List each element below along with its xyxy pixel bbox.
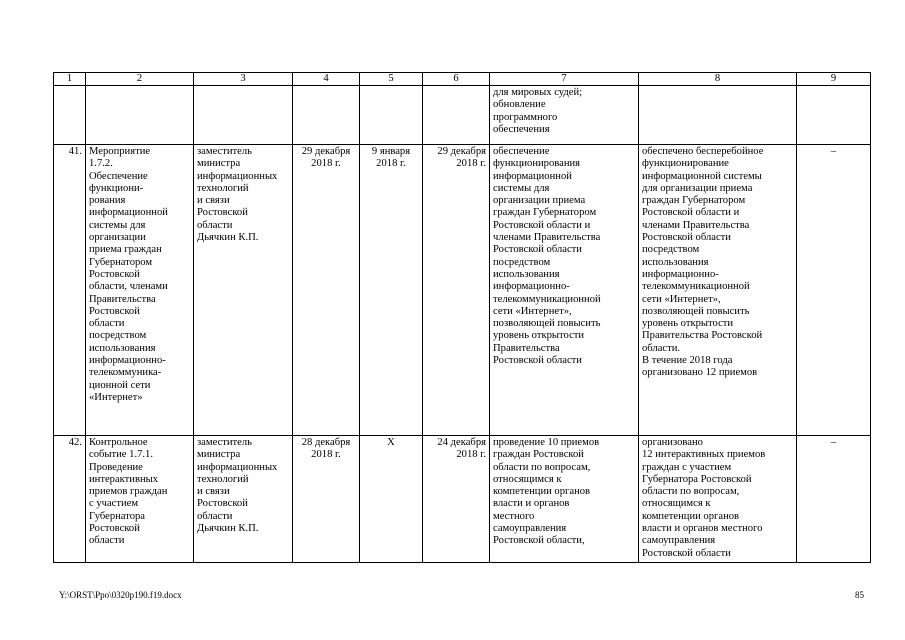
header-row <box>54 73 871 86</box>
report-table-region <box>53 72 870 563</box>
header-cell: 5 <box>360 73 423 86</box>
fact-date-cell <box>423 86 490 145</box>
planned-result-cell: обеспечение функционирования информационной системы для организации приема граждан Губернатором Ростовской области и членами Правительства Ростовской области посредством использования информационно- телекоммуникационной сети «Интернет», позволяющей повысить уровень открытости Правительства Ростовской области <box>490 145 639 436</box>
table-row-42 <box>54 436 871 563</box>
note-cell: – <box>797 436 871 563</box>
fact-date-cell: 29 декабря 2018 г. <box>423 145 490 436</box>
responsible-cell <box>194 86 293 145</box>
actual-result-cell <box>639 86 797 145</box>
end-date-cell <box>360 86 423 145</box>
measure-name-cell: Мероприятие 1.7.2. Обеспечение функциони- рования информационной системы для организации приема граждан Губернатором Ростовской области, членами Правительства Ростовской области посредством использования информационно- телекоммуника- ционной сети «Интернет» <box>86 145 194 436</box>
start-date-cell: 28 декабря 2018 г. <box>293 436 360 563</box>
responsible-cell: заместитель министра информационных технологий и связи Ростовской области Дьячкин К.П. <box>194 145 293 436</box>
header-cell: 8 <box>639 73 797 86</box>
header-cell: 2 <box>86 73 194 86</box>
header-cell: 7 <box>490 73 639 86</box>
responsible-cell: заместитель министра информационных технологий и связи Ростовской области Дьячкин К.П. <box>194 436 293 563</box>
row-number-cell: 41. <box>54 145 86 436</box>
measure-name-cell: Контрольное событие 1.7.1. Проведение интерактивных приемов граждан с участием Губернатора Ростовской области <box>86 436 194 563</box>
header-cell: 9 <box>797 73 871 86</box>
note-cell <box>797 86 871 145</box>
header-cell: 3 <box>194 73 293 86</box>
start-date-cell: 29 декабря 2018 г. <box>293 145 360 436</box>
row-number-cell: 42. <box>54 436 86 563</box>
table-row-41 <box>54 145 871 436</box>
fact-date-cell: 24 декабря 2018 г. <box>423 436 490 563</box>
planned-result-cell: проведение 10 приемов граждан Ростовской области по вопросам, относящимся к компетенции органов власти и органов местного самоуправления Ростовской области, <box>490 436 639 563</box>
table-row-continuation <box>54 86 871 145</box>
actual-result-cell: организовано 12 интерактивных приемов граждан с участием Губернатора Ростовской области по вопросам, относящимся к компетенции органов власти и органов местного самоуправления Ростовской области <box>639 436 797 563</box>
footer-page-number: 85 <box>855 590 864 600</box>
header-cell: 6 <box>423 73 490 86</box>
row-number-cell <box>54 86 86 145</box>
footer-file-path: Y:\ORST\Ppo\0320p190.f19.docx <box>59 590 182 600</box>
end-date-cell: Х <box>360 436 423 563</box>
start-date-cell <box>293 86 360 145</box>
header-cell: 1 <box>54 73 86 86</box>
measures-table <box>53 72 871 563</box>
header-cell: 4 <box>293 73 360 86</box>
measure-name-cell <box>86 86 194 145</box>
actual-result-cell: обеспечено бесперебойное функционирование информационной системы для организации приема граждан Губернатором Ростовской области и членами Правительства Ростовской области посредством использования информационно- телекоммуникационной сети «Интернет», позволяющей повысить уровень открытости Правительства Ростовской области. В течение 2018 года организовано 12 приемов <box>639 145 797 436</box>
end-date-cell: 9 января 2018 г. <box>360 145 423 436</box>
planned-result-cell: для мировых судей; обновление программного обеспечения <box>490 86 639 145</box>
note-cell: – <box>797 145 871 436</box>
